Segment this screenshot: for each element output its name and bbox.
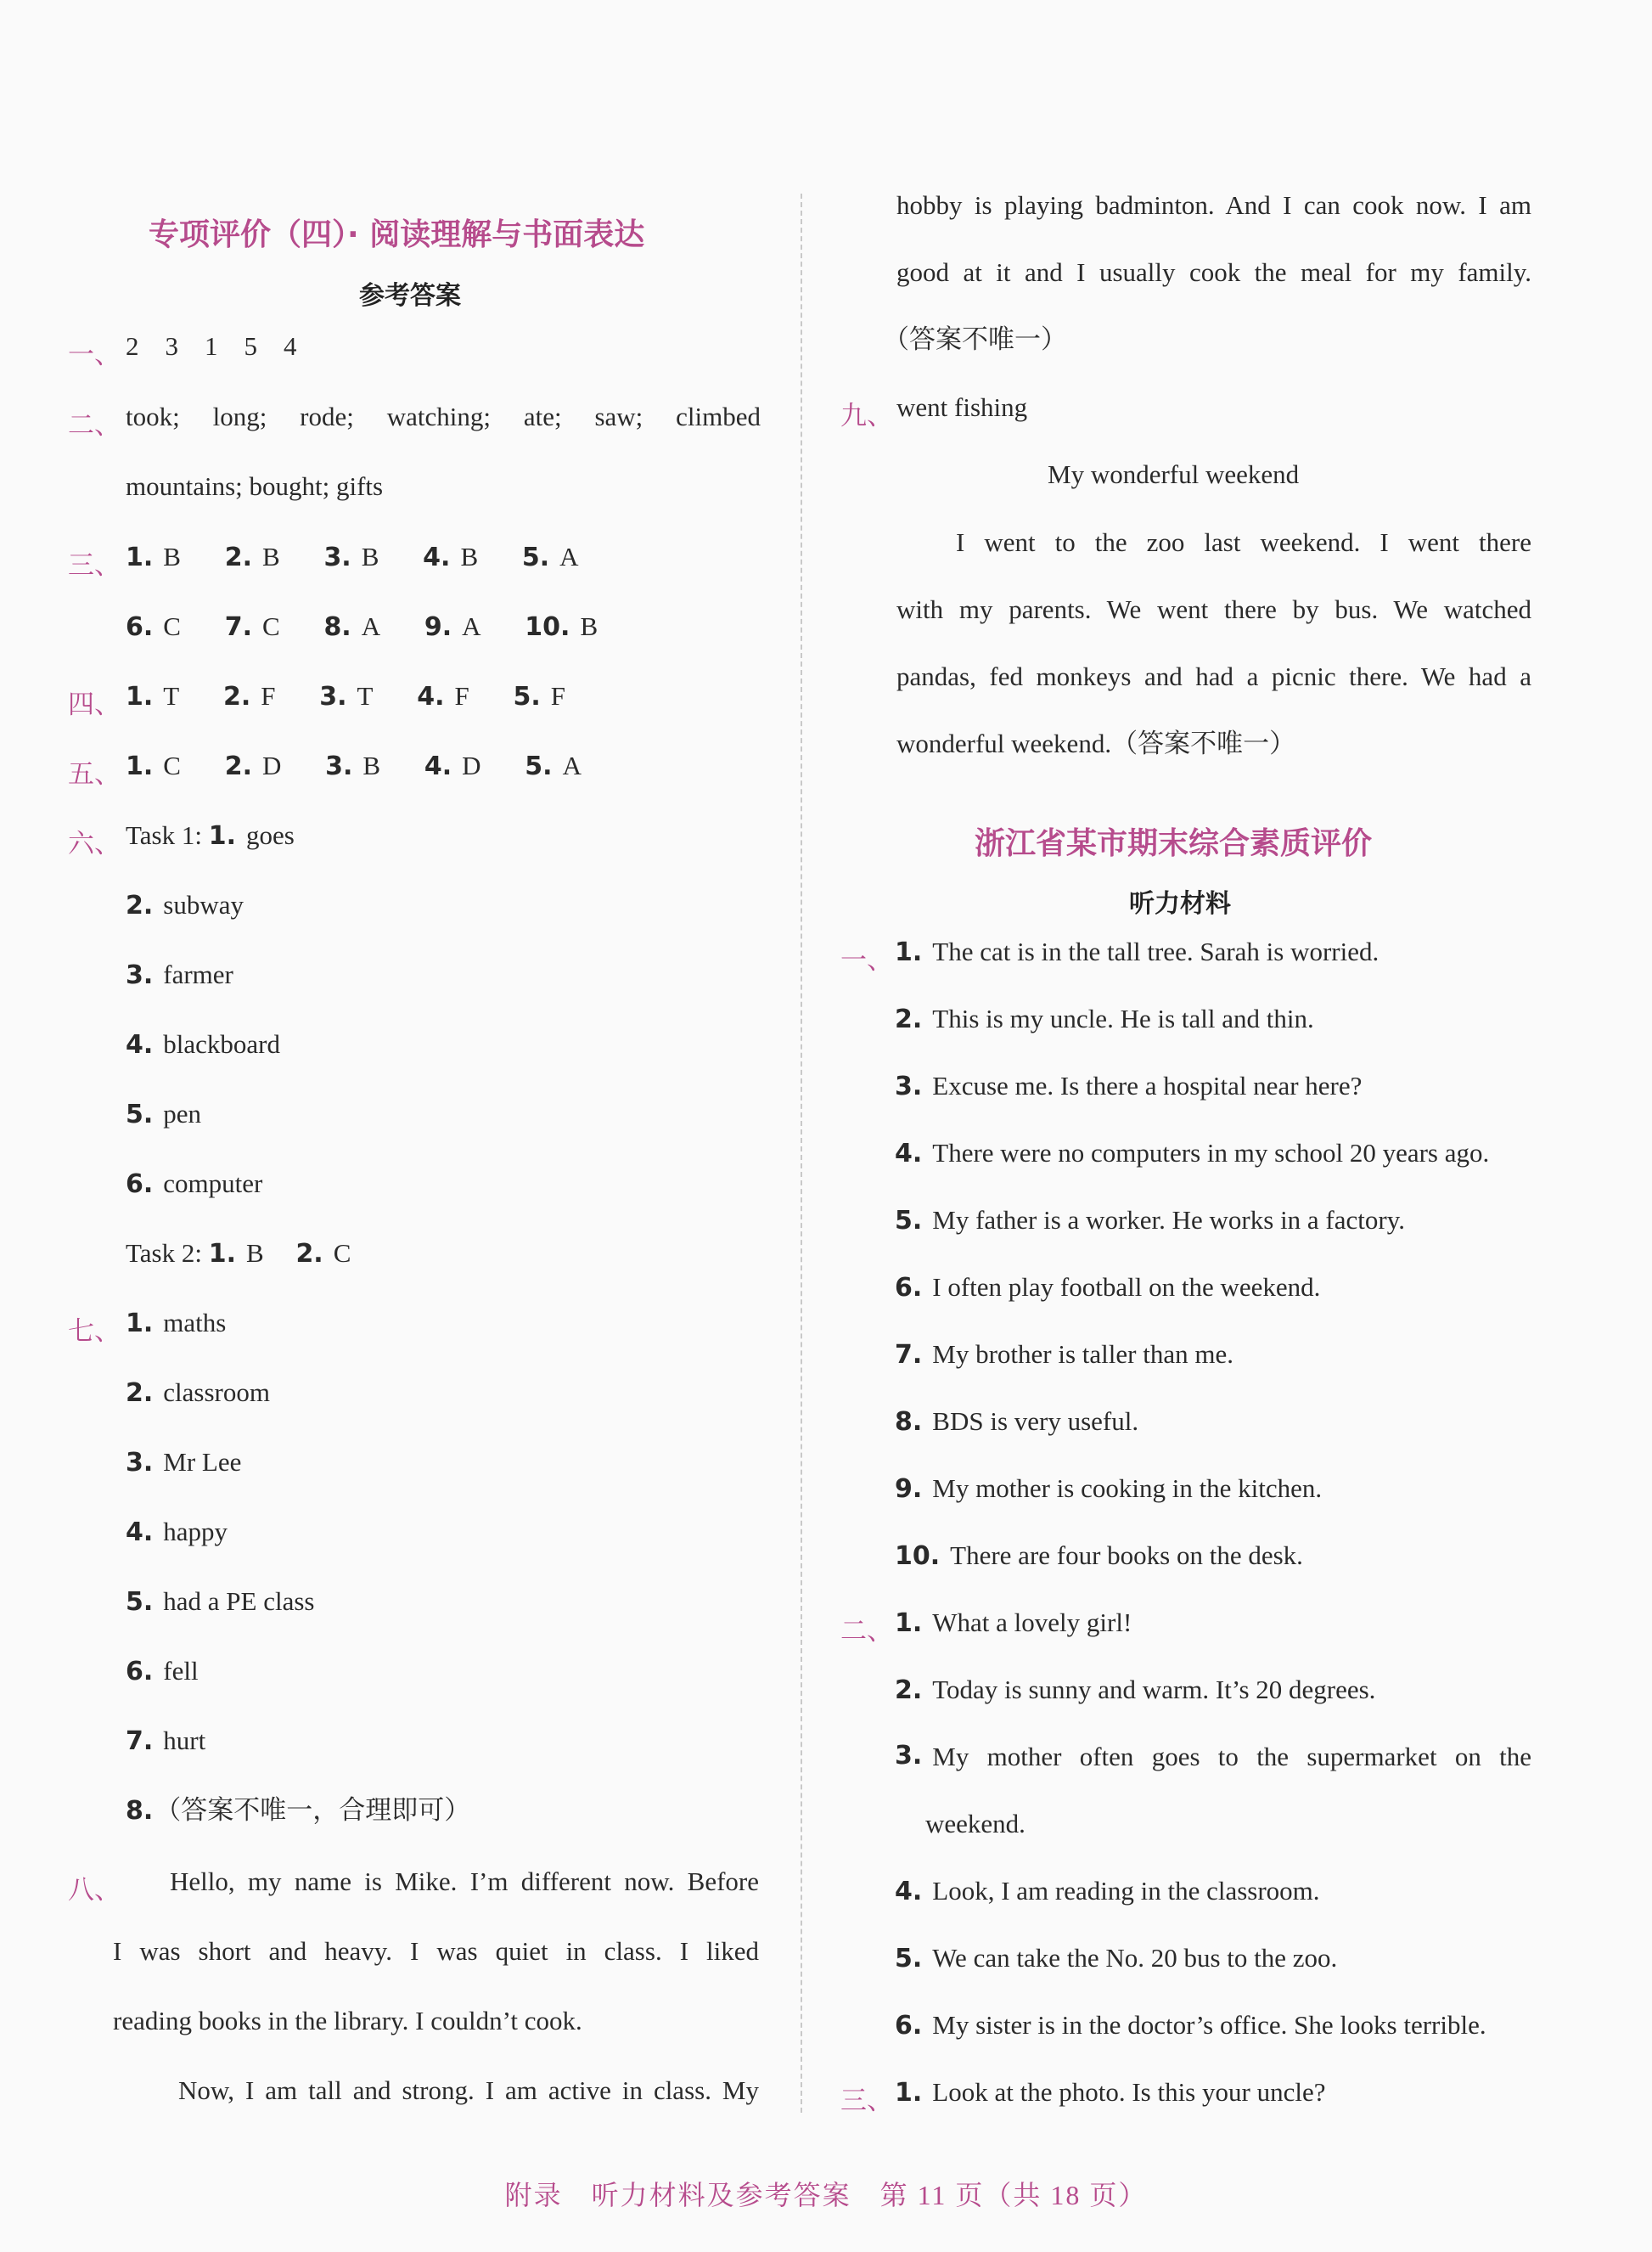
section-title-exam: 浙江省某市期末综合素质评价 (975, 826, 1373, 861)
answer-line: 2 3 1 5 4 (126, 331, 297, 361)
list-item: 9. My mother is cooking in the kitchen. (895, 1473, 1323, 1504)
list-item: 2. This is my uncle. He is tall and thin. (895, 1004, 1314, 1034)
essay-line: good at it and I usually cook the meal for my family. (896, 257, 1531, 287)
section-marker: 二、 (840, 1616, 893, 1647)
answer-line: went fishing (896, 392, 1028, 422)
list-item: 2. classroom (126, 1377, 270, 1408)
section-marker: 五、 (68, 759, 121, 790)
page-footer: 附录 听力材料及参考答案 第 11 页（共 18 页） (504, 2180, 1148, 2210)
essay-line: with my parents. We went there by bus. We watched (896, 594, 1531, 624)
task-line: Task 1: 1. goes (126, 820, 295, 851)
answer-row: 1. B 2. B 3. B 4. B 5. A (126, 542, 579, 572)
note-line: （答案不唯一） (883, 324, 1067, 354)
essay-line: I was short and heavy. I was quiet in class. I liked (113, 1936, 759, 1966)
list-item: 7. My brother is taller than me. (895, 1339, 1233, 1370)
list-item: 2. subway (126, 890, 244, 921)
list-item: 7. hurt (126, 1726, 206, 1756)
list-item: 4. happy (126, 1517, 228, 1547)
list-item: 8.（答案不唯一，合理即可） (126, 1795, 471, 1826)
answer-line: took; long; rode; watching; ate; saw; climbed (126, 402, 761, 431)
list-item: 4. blackboard (126, 1029, 280, 1060)
list-item: 3. My mother often goes to the supermarket on the (895, 1741, 1531, 1771)
list-item: 1. The cat is in the tall tree. Sarah is worried. (895, 937, 1379, 967)
list-item: 10. There are four books on the desk. (895, 1540, 1303, 1571)
section-marker: 三、 (840, 2086, 893, 2116)
list-item: 3. Excuse me. Is there a hospital near here? (895, 1071, 1363, 1101)
essay-title: My wonderful weekend (1048, 459, 1300, 489)
listening-heading: 听力材料 (1129, 889, 1231, 919)
answer-row: 1. T 2. F 3. T 4. F 5. F (126, 681, 566, 712)
essay-line: reading books in the library. I couldn’t cook. (113, 2006, 582, 2035)
section-marker: 九、 (840, 401, 893, 431)
list-item: 1. maths (126, 1308, 227, 1338)
essay-line: Now, I am tall and strong. I am active in class. My (178, 2075, 759, 2105)
answer-line: mountains; bought; gifts (126, 471, 384, 501)
list-item: 4. There were no computers in my school 20 years ago. (895, 1138, 1490, 1168)
list-item: 3. farmer (126, 960, 233, 990)
essay-line: I went to the zoo last weekend. I went there (956, 527, 1531, 557)
list-item: 6. My sister is in the doctor’s office. She looks terrible. (895, 2010, 1486, 2041)
list-item: 1. Look at the photo. Is this your uncle? (895, 2077, 1326, 2108)
section-marker: 六、 (68, 829, 121, 859)
section-marker: 八、 (68, 1875, 121, 1906)
list-item: 5. My father is a worker. He works in a factory. (895, 1205, 1405, 1236)
list-item: 6. computer (126, 1168, 263, 1199)
list-item: 5. pen (126, 1099, 202, 1129)
answer-row: 6. C 7. C 8. A 9. A 10. B (126, 611, 598, 642)
essay-line: pandas, fed monkeys and had a picnic there. We had a (896, 662, 1531, 691)
section-marker: 四、 (68, 690, 121, 720)
list-item: 6. I often play football on the weekend. (895, 1272, 1321, 1303)
list-item: 5. We can take the No. 20 bus to the zoo. (895, 1943, 1338, 1973)
essay-line: hobby is playing badminton. And I can cook now. I am (896, 190, 1531, 220)
section-title-reading: 专项评价（四）· 阅读理解与书面表达 (149, 217, 645, 252)
answer-row: 1. C 2. D 3. B 4. D 5. A (126, 751, 582, 781)
task-line: Task 2: 1. B 2. C (126, 1238, 351, 1269)
list-item: 5. had a PE class (126, 1586, 315, 1617)
answer-key-heading: 参考答案 (359, 281, 461, 311)
list-item: 6. fell (126, 1656, 199, 1686)
section-marker: 二、 (68, 410, 121, 441)
essay-line: Hello, my name is Mike. I’m different now. Before (170, 1866, 759, 1896)
section-marker: 一、 (68, 340, 121, 370)
list-item: 1. What a lovely girl! (895, 1607, 1132, 1638)
list-item: 8. BDS is very useful. (895, 1406, 1139, 1437)
list-item: 4. Look, I am reading in the classroom. (895, 1876, 1320, 1906)
list-item: 3. Mr Lee (126, 1447, 242, 1478)
essay-line: wonderful weekend.（答案不唯一） (896, 729, 1296, 758)
section-marker: 七、 (68, 1316, 121, 1347)
column-divider (801, 194, 802, 2113)
section-marker: 一、 (840, 945, 893, 976)
list-item-continuation: weekend. (925, 1809, 1025, 1838)
list-item: 2. Today is sunny and warm. It’s 20 degrees. (895, 1675, 1376, 1705)
section-marker: 三、 (68, 550, 121, 581)
